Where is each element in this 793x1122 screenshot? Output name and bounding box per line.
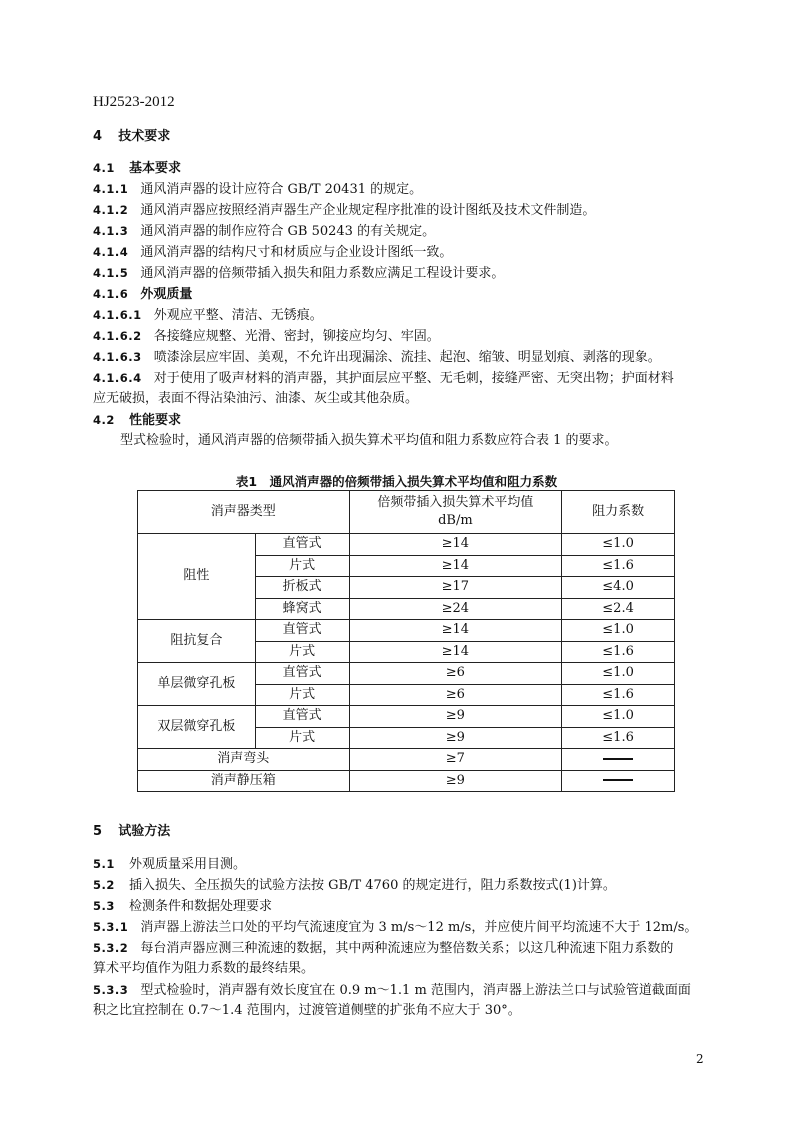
group-name: 阻性: [138, 534, 256, 620]
loss-value: ≥9: [349, 770, 562, 792]
section-4-2-text: 型式检验时，通风消声器的倍频带插入损失算术平均值和阻力系数应符合表 1 的要求。: [120, 433, 618, 448]
loss-value: ≥6: [349, 684, 562, 706]
loss-value: ≥17: [349, 577, 562, 599]
subtype: 片式: [255, 641, 349, 663]
section-4-2-heading: 4.2 性能要求: [93, 413, 182, 428]
clause-4-1-1: 4.1.1 通风消声器的设计应符合 GB/T 20431 的规定。: [93, 182, 423, 197]
clause-4-1-5: 4.1.5 通风消声器的倍频带插入损失和阻力系数应满足工程设计要求。: [93, 266, 505, 281]
clause-5-2: 5.2 插入损失、全压损失的试验方法按 GB/T 4760 的规定进行，阻力系数按式(1)计算。: [93, 878, 616, 893]
resistance-value: ≤2.4: [562, 598, 675, 620]
table-1-caption: 表1 通风消声器的倍频带插入损失算术平均值和阻力系数: [235, 474, 558, 489]
table-row: [138, 706, 675, 728]
clause-4-1-4: 4.1.4 通风消声器的结构尺寸和材质应与企业设计图纸一致。: [93, 245, 453, 260]
resistance-value: ≤1.0: [562, 534, 675, 556]
clause-5-3-3-continued: 积之比宜控制在 0.7～1.4 范围内，过渡管道侧壁的扩张角不应大于 30°。: [93, 1003, 521, 1018]
group-name: 消声弯头: [138, 749, 350, 771]
table-row: [138, 749, 675, 771]
subtype: 片式: [255, 555, 349, 577]
table-row: [138, 663, 675, 685]
clause-4-1-6-2: 4.1.6.2 各接缝应规整、光滑、密封，铆接应均匀、牢固。: [93, 329, 440, 344]
clause-5-3-3: 5.3.3 型式检验时，消声器有效长度宜在 0.9 m～1.1 m 范围内，消声器上游法兰口与试验管道截面面: [93, 983, 691, 998]
clause-5-3-2: 5.3.2 每台消声器应测三种流速的数据，其中两种流速应为整倍数关系；以这几种流速下阻力系数的: [93, 941, 674, 956]
loss-value: ≥14: [349, 620, 562, 642]
header-resistance: 阻力系数: [562, 491, 675, 534]
loss-value: ≥14: [349, 641, 562, 663]
subtype: 直管式: [255, 706, 349, 728]
subtype: 直管式: [255, 534, 349, 556]
table-1: [137, 490, 675, 792]
group-name: 单层微穿孔板: [138, 663, 256, 706]
resistance-value: ≤1.6: [562, 641, 675, 663]
clause-4-1-6-3: 4.1.6.3 喷漆涂层应牢固、美观，不允许出现漏涂、流挂、起泡、缩皱、明显划痕、剥落的现象。: [93, 350, 661, 365]
loss-value: ≥9: [349, 727, 562, 749]
table-header-row: [138, 491, 675, 534]
clause-4-1-3: 4.1.3 通风消声器的制作应符合 GB 50243 的有关规定。: [93, 224, 436, 239]
subtype: 片式: [255, 727, 349, 749]
loss-value: ≥9: [349, 706, 562, 728]
resistance-dash: [562, 749, 675, 771]
resistance-value: ≤4.0: [562, 577, 675, 599]
clause-5-3: 5.3 检测条件和数据处理要求: [93, 899, 273, 914]
document-code: HJ2523-2012: [93, 94, 175, 110]
header-insertion-loss: 倍频带插入损失算术平均值 dB/m: [349, 491, 562, 534]
dash-mark: [603, 758, 633, 760]
clause-5-1: 5.1 外观质量采用目测。: [93, 857, 247, 872]
resistance-value: ≤1.6: [562, 727, 675, 749]
subtype: 直管式: [255, 663, 349, 685]
section-4-1-6-heading: 4.1.6 外观质量: [93, 287, 193, 302]
clause-4-1-6-4-continued: 应无破损，表面不得沾染油污、油漆、灰尘或其他杂质。: [93, 391, 419, 406]
resistance-value: ≤1.0: [562, 620, 675, 642]
loss-value: ≥14: [349, 534, 562, 556]
table-row: [138, 770, 675, 792]
clause-4-1-2: 4.1.2 通风消声器应按照经消声器生产企业规定程序批准的设计图纸及技术文件制造。: [93, 203, 596, 218]
dash-mark: [603, 779, 633, 781]
header-type: 消声器类型: [138, 491, 350, 534]
group-name: 阻抗复合: [138, 620, 256, 663]
clause-4-1-6-1: 4.1.6.1 外观应平整、清洁、无锈痕。: [93, 308, 323, 323]
group-name: 消声静压箱: [138, 770, 350, 792]
loss-value: ≥14: [349, 555, 562, 577]
resistance-value: ≤1.6: [562, 555, 675, 577]
subtype: 蜂窝式: [255, 598, 349, 620]
clause-5-3-2-continued: 算术平均值作为阻力系数的最终结果。: [93, 961, 315, 976]
loss-value: ≥24: [349, 598, 562, 620]
group-name: 双层微穿孔板: [138, 706, 256, 749]
resistance-value: ≤1.6: [562, 684, 675, 706]
subtype: 折板式: [255, 577, 349, 599]
section-5-heading: 5 试验方法: [93, 824, 171, 839]
clause-5-3-1: 5.3.1 消声器上游法兰口处的平均气流速度宜为 3 m/s～12 m/s，并应使片间平均流速不大于 12m/s。: [93, 920, 698, 935]
loss-value: ≥7: [349, 749, 562, 771]
table-row: [138, 620, 675, 642]
page-number: 2: [696, 1052, 704, 1066]
section-4-1-heading: 4.1 基本要求: [93, 161, 182, 176]
subtype: 片式: [255, 684, 349, 706]
table-row: [138, 534, 675, 556]
clause-4-1-6-4: 4.1.6.4 对于使用了吸声材料的消声器，其护面层应平整、无毛刺，接缝严密、无突出物；护面材料: [93, 371, 674, 386]
subtype: 直管式: [255, 620, 349, 642]
resistance-value: ≤1.0: [562, 706, 675, 728]
loss-value: ≥6: [349, 663, 562, 685]
resistance-value: ≤1.0: [562, 663, 675, 685]
resistance-dash: [562, 770, 675, 792]
section-4-heading: 4 技术要求: [93, 129, 171, 144]
